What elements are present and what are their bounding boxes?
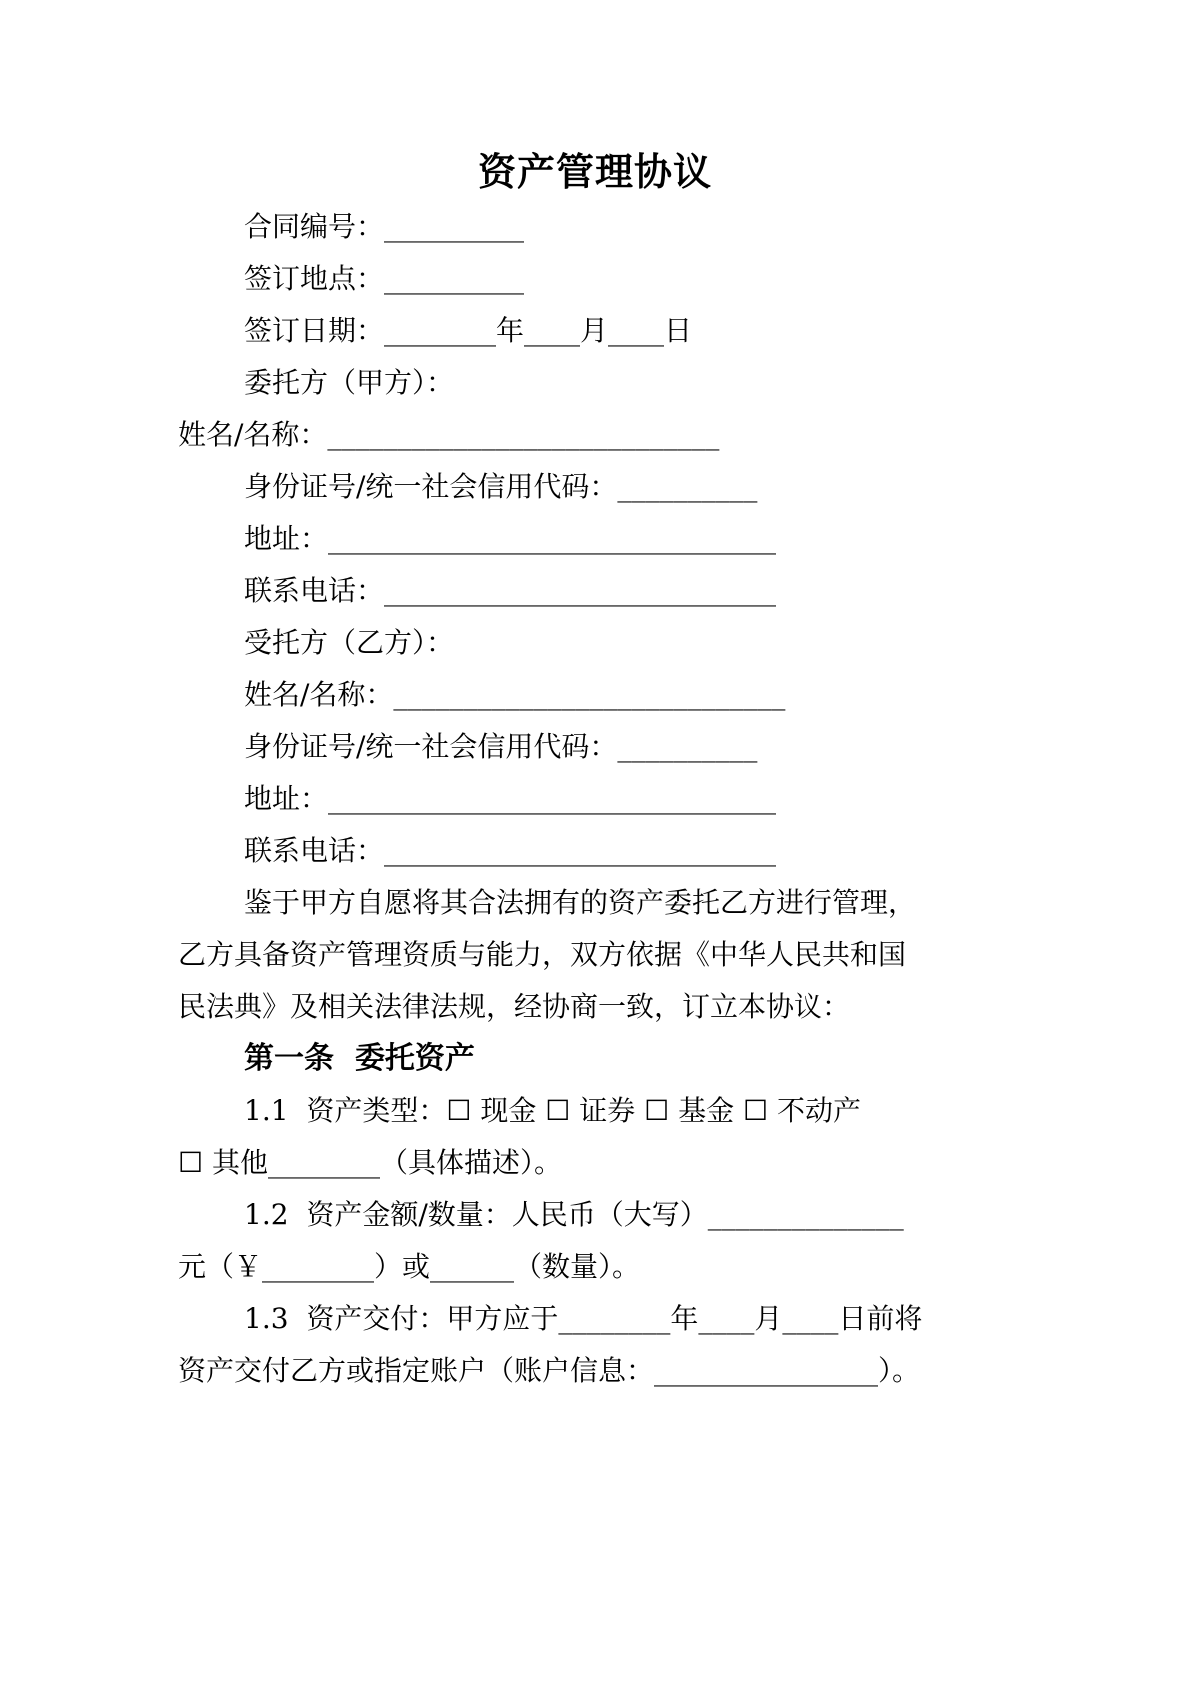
document-title: 资产管理协议	[477, 149, 712, 194]
article-1-heading: 第一条 委托资产	[244, 1041, 475, 1076]
party-b-name-line: 姓名/名称：____________________________	[244, 678, 786, 711]
party-b-label: 受托方（乙方）：	[244, 626, 455, 659]
clause-1-3-line-1: 1.3 资产交付：甲方应于________年____月____日前将	[244, 1302, 923, 1335]
party-b-phone-line: 联系电话：____________________________	[244, 834, 777, 867]
party-b-id-line: 身份证号/统一社会信用代码：__________	[244, 730, 758, 763]
signing-place-line: 签订地点：__________	[244, 262, 525, 295]
party-a-name-line: 姓名/名称：____________________________	[178, 418, 720, 451]
party-b-address-line: 地址：________________________________	[244, 782, 777, 815]
clause-1-1-line-1: 1.1 资产类型：☐ 现金 ☐ 证券 ☐ 基金 ☐ 不动产	[244, 1094, 862, 1127]
clause-1-3-line-2: 资产交付乙方或指定账户（账户信息：________________）。	[178, 1354, 921, 1387]
signing-date-line: 签订日期：________年____月____日	[244, 314, 693, 347]
preamble-line-3: 民法典》及相关法律法规，经协商一致，订立本协议：	[178, 990, 851, 1023]
preamble-line-1: 鉴于甲方自愿将其合法拥有的资产委托乙方进行管理，	[244, 886, 917, 919]
clause-1-2-line-2: 元（￥________）或______（数量）。	[178, 1250, 641, 1283]
contract-number-line: 合同编号：__________	[244, 210, 525, 243]
party-a-phone-line: 联系电话：____________________________	[244, 574, 777, 607]
party-a-address-line: 地址：________________________________	[244, 522, 777, 555]
party-a-id-line: 身份证号/统一社会信用代码：__________	[244, 470, 758, 503]
clause-1-1-line-2: ☐ 其他________（具体描述）。	[178, 1146, 563, 1179]
preamble-line-2: 乙方具备资产管理资质与能力，双方依据《中华人民共和国	[178, 938, 907, 971]
clause-1-2-line-1: 1.2 资产金额/数量：人民币（大写）______________	[244, 1198, 904, 1231]
party-a-label: 委托方（甲方）：	[244, 366, 455, 399]
